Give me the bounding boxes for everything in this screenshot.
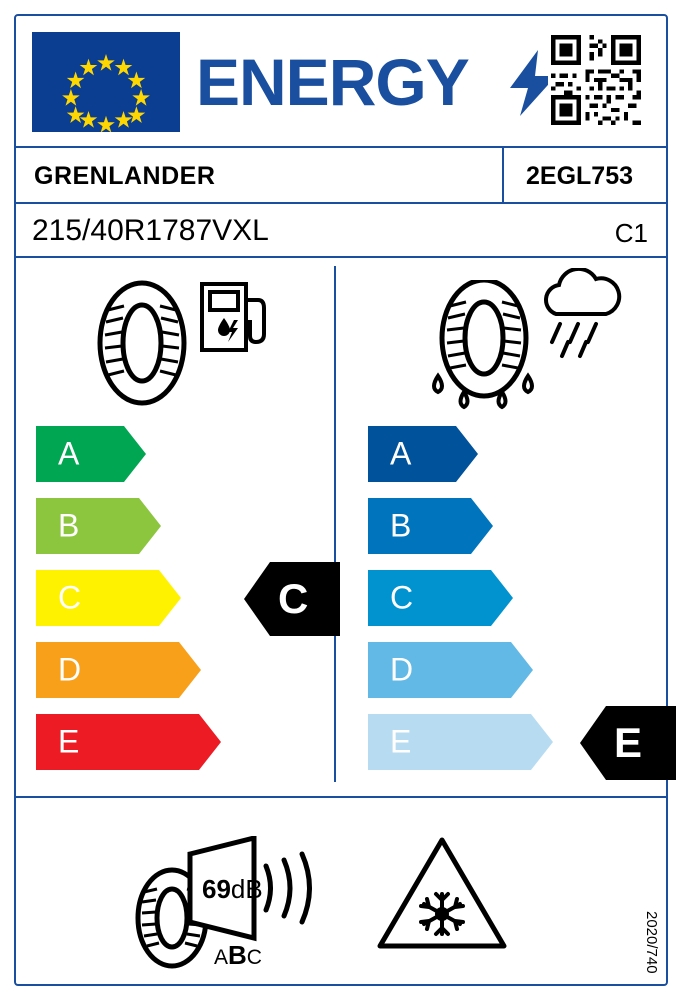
qr-code-icon [548, 32, 650, 134]
wet-grip-scale [368, 426, 553, 786]
rain-cloud-icon [534, 268, 626, 369]
fuel-grade-row [36, 426, 221, 488]
noise-number: 69 [202, 874, 231, 904]
brand-name: GRENLANDER [34, 162, 216, 190]
wet-grade-row [368, 498, 553, 560]
wet-grade-c-label: C [390, 579, 414, 616]
wet-grade-d-label: D [390, 651, 414, 688]
date-stamp: 2020/740 [643, 911, 660, 974]
fuel-grade-row [36, 642, 221, 704]
tyre-class-code: C1 [614, 218, 648, 248]
fuel-grade-c [36, 570, 221, 626]
wet-grade-e-label: E [390, 723, 412, 760]
wet-grade-a [368, 426, 553, 482]
wet-grade-row [368, 426, 553, 488]
fuel-grade-d-label: D [58, 651, 82, 688]
page-title: ENERGY [196, 45, 469, 119]
tyre-icon [94, 280, 190, 411]
fuel-grade-c-label: C [58, 579, 82, 616]
fuel-grade-d [36, 642, 221, 698]
fuel-efficiency-scale [36, 426, 221, 786]
brand-separator [502, 148, 504, 202]
label-header [16, 16, 666, 144]
eu-flag-icon [32, 32, 180, 132]
wet-grade-c [368, 570, 553, 626]
wet-grade-a-label: A [390, 435, 412, 472]
fuel-grade-a-label: A [58, 435, 80, 472]
noise-class-row [214, 940, 262, 971]
noise-unit: dB [230, 874, 263, 904]
fuel-grade-b-label: B [58, 507, 80, 544]
grades-section [16, 256, 666, 796]
noise-value [202, 874, 263, 905]
noise-group [126, 836, 316, 970]
fuel-result-letter: C [278, 575, 309, 622]
fuel-pump-icon [194, 272, 280, 363]
wet-grade-row [368, 642, 553, 704]
fuel-grade-row [36, 714, 221, 776]
tyre-size: 215/40R1787VXL [32, 214, 269, 247]
wet-grade-e [368, 714, 553, 770]
wet-result-letter: E [614, 719, 643, 766]
wet-grade-row [368, 714, 553, 776]
pictograms [16, 258, 666, 418]
fuel-result-badge [244, 562, 340, 636]
noise-class-b: B [228, 940, 247, 970]
fuel-grade-a [36, 426, 221, 482]
energy-label [14, 14, 668, 986]
fuel-grade-e-label: E [58, 723, 80, 760]
noise-class-c: C [246, 946, 262, 969]
wet-grade-row [368, 570, 553, 632]
noise-snow-section [16, 796, 666, 986]
wet-grade-b [368, 498, 553, 554]
fuel-grade-row [36, 570, 221, 632]
wet-grade-b-label: B [390, 507, 412, 544]
fuel-grade-e [36, 714, 221, 770]
tyre-wet-icon [424, 280, 542, 423]
snowflake-mountain-icon [376, 834, 508, 959]
wet-grade-d [368, 642, 553, 698]
brand-row [16, 146, 666, 204]
wet-result-badge [580, 706, 676, 780]
noise-class-a: A [214, 946, 229, 969]
type-code: 2EGL753 [526, 162, 634, 190]
fuel-grade-row [36, 498, 221, 560]
fuel-grade-b [36, 498, 221, 554]
size-row [16, 204, 666, 256]
